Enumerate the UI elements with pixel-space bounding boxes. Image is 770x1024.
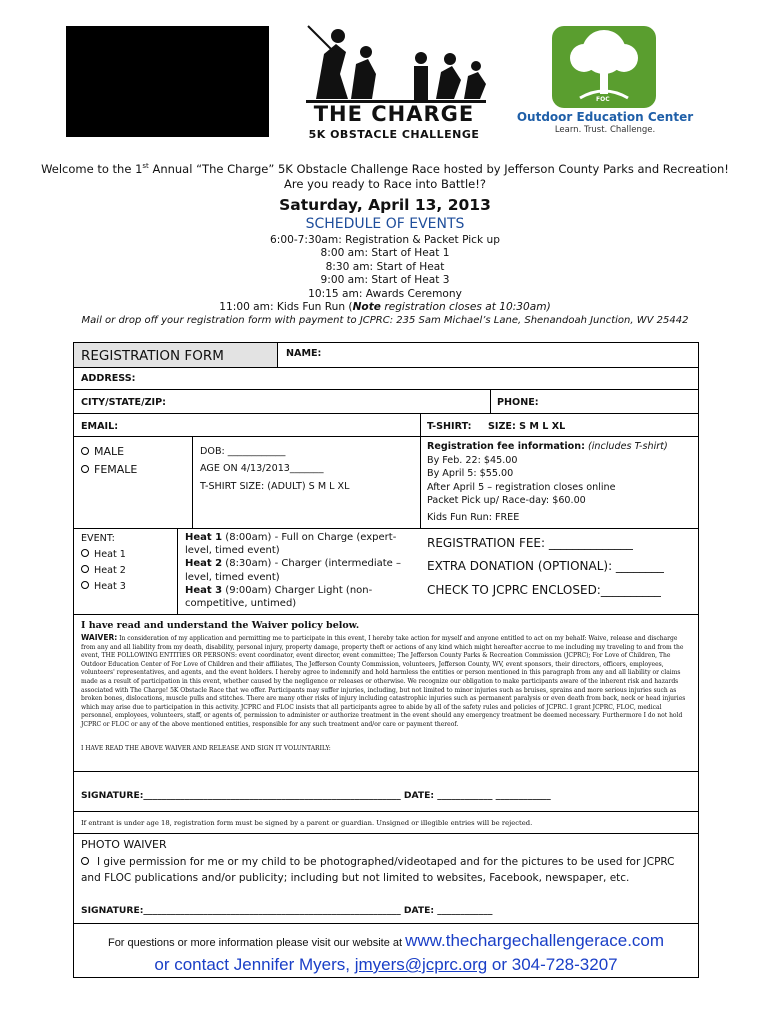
form-title-cell: [74, 343, 278, 368]
age-field[interactable]: AGE ON 4/13/2013_______: [200, 463, 324, 474]
welcome-line2: Are you ready to Race into Battle!?: [284, 176, 486, 191]
redacted-block: [66, 26, 269, 137]
shirt-size-field[interactable]: T-SHIRT SIZE: (ADULT) S M L XL: [200, 481, 350, 492]
tshirt-size-options[interactable]: SIZE: S M L XL: [488, 421, 566, 432]
address-field[interactable]: ADDRESS:: [81, 373, 136, 384]
radio-circle-icon[interactable]: [81, 447, 89, 455]
website-link[interactable]: www.thechargechallengerace.com: [405, 931, 665, 950]
dob-field[interactable]: DOB: ____________: [200, 446, 286, 457]
schedule-list: [0, 234, 770, 314]
heat-3-desc: [185, 584, 415, 610]
charge-subtitle: 5K OBSTACLE CHALLENGE: [308, 128, 480, 141]
signature-field[interactable]: SIGNATURE:________________________________________________________ DATE: ____________ ____________: [81, 790, 551, 801]
event-label: EVENT:: [81, 533, 115, 544]
schedule-item: 8:30 am: Start of Heat: [325, 260, 445, 273]
waiver-text: [81, 634, 691, 730]
photo-waiver-title: PHOTO WAIVER: [81, 838, 167, 851]
fee-item: Kids Fun Run: FREE: [427, 511, 520, 523]
schedule-item: 10:15 am: Awards Ceremony: [308, 287, 462, 300]
oec-name: Outdoor Education Center: [516, 110, 694, 124]
signature-field-2[interactable]: SIGNATURE:________________________________________________________ DATE: ____________: [81, 905, 493, 916]
mail-instructions: Mail or drop off your registration form with payment to JCPRC: 235 Sam Michael’s Lane, Shenandoah Junction, WV 25442: [81, 315, 689, 326]
waiver-heading: I have read and understand the Waiver policy below.: [81, 620, 360, 631]
heat-descriptions: [185, 531, 415, 610]
radio-circle-icon[interactable]: [81, 565, 89, 573]
charge-title: THE CHARGE: [313, 102, 475, 126]
heat-2-option[interactable]: [81, 564, 126, 577]
heat-1-label: Heat 1: [94, 549, 126, 560]
welcome-part-a: Welcome to the 1: [41, 161, 143, 176]
heat-2-desc: [185, 557, 415, 583]
kids-note: Note: [352, 301, 381, 314]
name-field[interactable]: NAME:: [286, 348, 322, 359]
fee-list: [427, 454, 616, 524]
heat-2-text: (8:30am) - Charger (intermediate – level, timed event): [185, 558, 401, 583]
waiver-label: WAIVER:: [81, 633, 118, 642]
fee-note: (includes T-shirt): [584, 441, 668, 452]
city-state-zip-field[interactable]: CITY/STATE/ZIP:: [81, 397, 166, 408]
kids-a: 11:00 am: Kids Fun Run (: [219, 301, 353, 314]
heat-2-bold: Heat 2: [185, 558, 223, 570]
fee-item: Packet Pick up/ Race-day: $60.00: [427, 495, 586, 507]
oec-tagline: Learn. Trust. Challenge.: [554, 125, 656, 135]
male-label: MALE: [94, 445, 125, 458]
questions-line: [74, 931, 698, 951]
email-link[interactable]: jmyers@jcprc.org: [354, 955, 488, 974]
tshirt-label: T-SHIRT:: [427, 421, 472, 432]
contact-text-a: or contact Jennifer Myers,: [154, 955, 355, 974]
welcome-text: [0, 159, 770, 192]
fee-item: After April 5 – registration closes online: [427, 481, 616, 493]
checkbox-circle-icon[interactable]: [81, 857, 89, 865]
heat-1-bold: Heat 1: [185, 532, 223, 543]
extra-donation-field[interactable]: EXTRA DONATION (OPTIONAL): ________: [427, 559, 664, 573]
contact-phone: or 304-728-3207: [487, 955, 618, 974]
fee-item: By April 5: $55.00: [427, 468, 514, 480]
schedule-item: 6:00-7:30am: Registration & Packet Pick up: [270, 234, 500, 246]
fee-info: [427, 440, 668, 453]
fee-item: By Feb. 22: $45.00: [427, 455, 518, 466]
questions-text: For questions or more information please visit our website at: [107, 937, 406, 949]
photo-waiver-body: I give permission for me or my child to be photographed/videotaped and for the pictures to be used for JCPRC and FLOC publications and/or publicity; including but not limited to websites, Facebook, newspaper, etc.: [81, 856, 675, 884]
fee-title: Registration fee information:: [427, 441, 585, 452]
male-option[interactable]: [81, 445, 124, 458]
phone-field[interactable]: PHONE:: [497, 397, 539, 408]
schedule-item-kids: [0, 301, 770, 314]
radio-circle-icon[interactable]: [81, 581, 89, 589]
welcome-sup: st: [142, 162, 149, 170]
welcome-part-b: Annual “The Charge” 5K Obstacle Challenge Race hosted by Jefferson County Parks and Recreation!: [148, 161, 729, 176]
heat-1-option[interactable]: [81, 548, 126, 561]
waiver-body: In consideration of my application and permitting me to participate in this event, I hereby take action for myself and anyone entitled to act on my behalf: Waive, release and discharge from any and all liability from my death, disability, personal injury, property damage, property theft or actions of any kind which might hereafter accrue to me including my traveling to and from the event, THE FOLLOWING ENTITIES OR PERSONS: event coordinator, event director, event committee; The Jefferson County Parks & Recreation Commission (JCPRC); For Love of Children, The Outdoor Education Center of For Love of Children and their affiliates, The Jefferson County Commission, volunteers, Jefferson County, WV, event sponsors, their directors, officers, employees, volunteers' representatives, and agents, and the event holders. I hereby agree to indemnify and hold harmless the entities or person mentioned in this paragraph from any and all liability or claims made as a result of participation in this event, whether caused by the negligence or releases or otherwise. We recognize our obligation to make participants aware of the inherent risk and hazards associated with The Charge! 5K Obstacle Race that we offer. Participants may suffer injuries, including, but not limited to minor injuries such as bruises, sprains and more serious injuries such as broken bones, dislocations, muscle pulls and stitches. There are many other risks of injury including catastrophic injuries such as permanent paralysis or even death from back, neck or head injuries which may arise due to participation in this activity. JCPRC and FLOC insists that all participants agree to abide by all of the safety rules and policies of JCPRC. I grant JCPRC, FLOC, medical personnel, employees, volunteers, staff, or agents of, permission to administer or authorize treatment in the event should any emergency treatment be deemed necessary. Furthermore I do not hold JCPRC or FLOC or any of the above mentioned entities, responsible for any such treatment and/or care or payment thereof.: [81, 635, 686, 728]
registration-fee-field[interactable]: REGISTRATION FEE: ______________: [427, 536, 633, 550]
form-title: REGISTRATION FORM: [81, 348, 224, 364]
kids-b: registration closes at 10:30am): [380, 301, 551, 314]
waiver-agree: I HAVE READ THE ABOVE WAIVER AND RELEASE AND SIGN IT VOLUNTARILY:: [81, 745, 331, 752]
heat-2-label: Heat 2: [94, 565, 126, 576]
registration-form: [73, 342, 699, 978]
heat-1-text: (8:00am) - Full on Charge (expert-level, timed event): [185, 532, 397, 557]
heat-3-option[interactable]: [81, 580, 126, 593]
heat-3-bold: Heat 3: [185, 584, 223, 596]
check-enclosed-field[interactable]: CHECK TO JCPRC ENCLOSED:__________: [427, 583, 661, 597]
schedule-item: 9:00 am: Start of Heat 3: [320, 274, 450, 287]
oec-badge: FOC: [596, 96, 610, 103]
photo-waiver-text: [81, 854, 693, 886]
female-label: FEMALE: [94, 463, 138, 476]
radio-circle-icon[interactable]: [81, 549, 89, 557]
minor-notice: If entrant is under age 18, registration form must be signed by a parent or guardian. Unsigned or illegible entries will be rejected.: [81, 819, 533, 827]
outdoor-education-center-logo: [510, 22, 700, 137]
heat-3-text: (9:00am) Charger Light (non-competitive, untimed): [185, 584, 373, 610]
female-option[interactable]: [81, 463, 137, 476]
contact-line: [74, 955, 698, 975]
heat-1-desc: [185, 531, 415, 557]
schedule-title: SCHEDULE OF EVENTS: [305, 216, 465, 232]
event-date: Saturday, April 13, 2013: [279, 196, 491, 214]
the-charge-logo: [296, 14, 492, 144]
schedule-item: 8:00 am: Start of Heat 1: [320, 247, 450, 260]
email-field[interactable]: EMAIL:: [81, 421, 119, 432]
heat-3-label: Heat 3: [94, 581, 126, 592]
radio-circle-icon[interactable]: [81, 465, 89, 473]
